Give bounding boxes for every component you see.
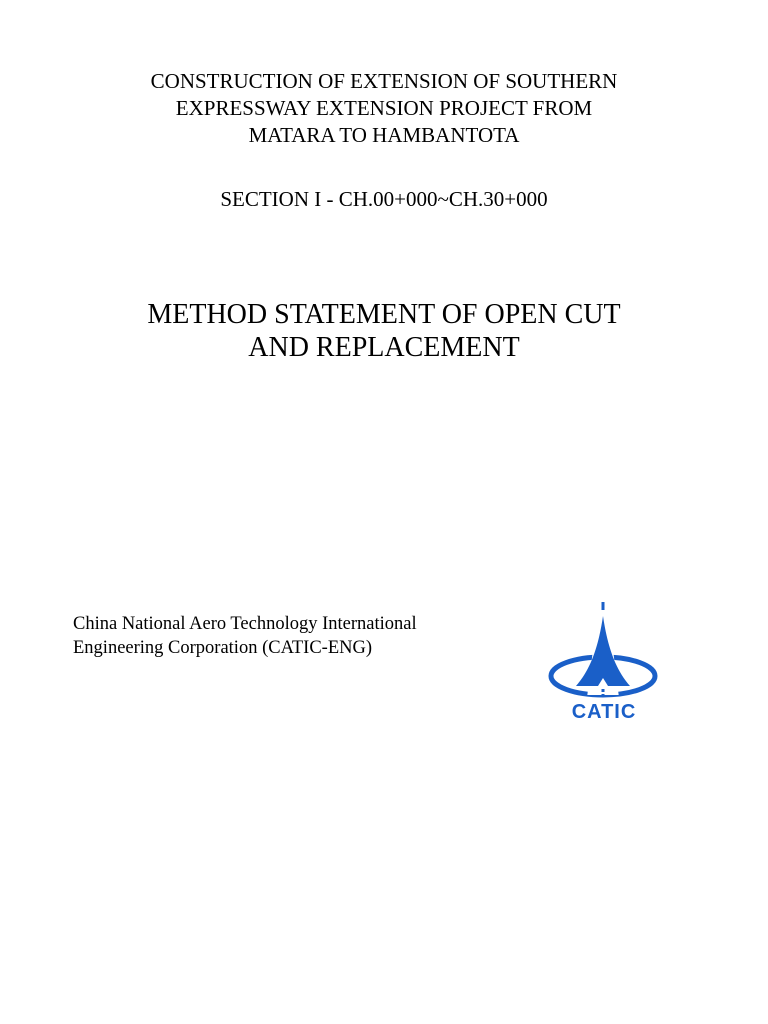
document-title xyxy=(0,298,768,364)
section-chainage: SECTION I - CH.00+000~CH.30+000 xyxy=(220,187,548,211)
company-name-line-1: China National Aero Technology International xyxy=(73,614,417,634)
logo-text: CATIC xyxy=(571,701,637,723)
project-title-line-2: EXPRESSWAY EXTENSION PROJECT FROM xyxy=(175,96,593,120)
document-title-line-2: AND REPLACEMENT xyxy=(248,332,520,363)
company-name-line-2: Engineering Corporation (CATIC-ENG) xyxy=(73,638,373,658)
project-title-line-3: MATARA TO HAMBANTOTA xyxy=(248,123,520,147)
document-title-line-1: METHOD STATEMENT OF OPEN CUT xyxy=(147,299,621,330)
company-name xyxy=(73,612,417,660)
project-title-line-1: CONSTRUCTION OF EXTENSION OF SOUTHERN xyxy=(150,69,618,93)
project-title xyxy=(0,68,768,149)
catic-logo xyxy=(546,598,662,724)
logo-rocket-icon xyxy=(576,616,630,686)
